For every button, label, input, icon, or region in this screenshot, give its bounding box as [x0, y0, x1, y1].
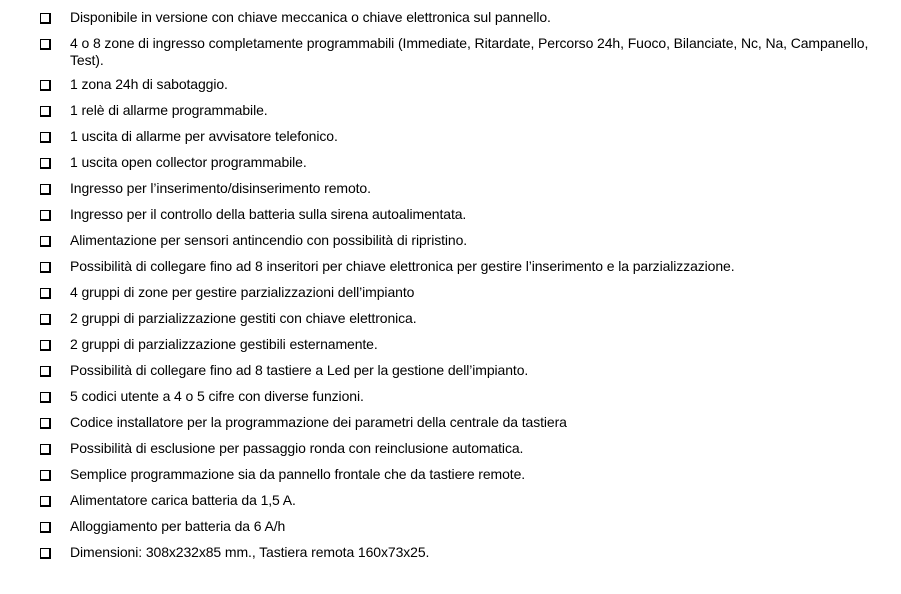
list-item — [40, 9, 880, 26]
list-item — [40, 440, 880, 457]
checkbox-bullet-icon — [40, 210, 51, 221]
checkbox-bullet-icon — [40, 80, 51, 91]
feature-text: Possibilità di esclusione per passaggio ronda con reinclusione automatica. — [70, 440, 524, 456]
list-item — [40, 180, 880, 197]
feature-text: 5 codici utente a 4 o 5 cifre con diverse funzioni. — [70, 388, 364, 404]
list-item — [40, 466, 880, 483]
feature-text: Alimentatore carica batteria da 1,5 A. — [70, 492, 296, 508]
feature-text: Possibilità di collegare fino ad 8 tastiere a Led per la gestione dell’impianto. — [70, 362, 529, 378]
checkbox-bullet-icon — [40, 262, 51, 273]
feature-text: 2 gruppi di parzializzazione gestiti con chiave elettronica. — [70, 310, 417, 326]
feature-text: Disponibile in versione con chiave meccanica o chiave elettronica sul pannello. — [70, 9, 551, 25]
checkbox-bullet-icon — [40, 158, 51, 169]
checkbox-bullet-icon — [40, 496, 51, 507]
feature-text: Alloggiamento per batteria da 6 A/h — [70, 518, 286, 534]
checkbox-bullet-icon — [40, 444, 51, 455]
feature-text: 1 uscita di allarme per avvisatore telefonico. — [70, 128, 338, 144]
checkbox-bullet-icon — [40, 288, 51, 299]
list-item — [40, 310, 880, 327]
feature-text: Semplice programmazione sia da pannello frontale che da tastiere remote. — [70, 466, 526, 482]
list-item — [40, 35, 880, 69]
list-item — [40, 128, 880, 145]
checkbox-bullet-icon — [40, 236, 51, 247]
checkbox-bullet-icon — [40, 340, 51, 351]
checkbox-bullet-icon — [40, 392, 51, 403]
list-item — [40, 544, 880, 561]
list-item — [40, 232, 880, 249]
checkbox-bullet-icon — [40, 418, 51, 429]
checkbox-bullet-icon — [40, 184, 51, 195]
checkbox-bullet-icon — [40, 106, 51, 117]
checkbox-bullet-icon — [40, 39, 51, 50]
checkbox-bullet-icon — [40, 470, 51, 481]
feature-text: 4 o 8 zone di ingresso completamente programmabili (Immediate, Ritardate, Percorso 24h, Fuoco, Bilanciate, Nc, Na, Campanello, Test). — [70, 35, 869, 68]
list-item — [40, 206, 880, 223]
feature-text: Codice installatore per la programmazione dei parametri della centrale da tastiera — [70, 414, 567, 430]
feature-text: 4 gruppi di zone per gestire parzializzazioni dell’impianto — [70, 284, 415, 300]
checkbox-bullet-icon — [40, 13, 51, 24]
feature-text: 2 gruppi di parzializzazione gestibili esternamente. — [70, 336, 378, 352]
feature-text: Ingresso per il controllo della batteria sulla sirena autoalimentata. — [70, 206, 467, 222]
checkbox-bullet-icon — [40, 132, 51, 143]
list-item — [40, 414, 880, 431]
list-item — [40, 102, 880, 119]
feature-text: Ingresso per l’inserimento/disinserimento remoto. — [70, 180, 371, 196]
list-item — [40, 284, 880, 301]
list-item — [40, 258, 880, 275]
feature-list — [40, 9, 880, 570]
list-item — [40, 154, 880, 171]
list-item — [40, 362, 880, 379]
checkbox-bullet-icon — [40, 522, 51, 533]
feature-text: 1 zona 24h di sabotaggio. — [70, 76, 228, 92]
feature-text: Alimentazione per sensori antincendio con possibilità di ripristino. — [70, 232, 468, 248]
feature-text: Dimensioni: 308x232x85 mm., Tastiera remota 160x73x25. — [70, 544, 430, 560]
list-item — [40, 518, 880, 535]
feature-text: Possibilità di collegare fino ad 8 inseritori per chiave elettronica per gestire l’inserimento e la parzializzazione. — [70, 258, 735, 274]
list-item — [40, 388, 880, 405]
list-item — [40, 492, 880, 509]
list-item — [40, 76, 880, 93]
feature-text: 1 uscita open collector programmabile. — [70, 154, 307, 170]
checkbox-bullet-icon — [40, 366, 51, 377]
feature-text: 1 relè di allarme programmabile. — [70, 102, 268, 118]
list-item — [40, 336, 880, 353]
checkbox-bullet-icon — [40, 548, 51, 559]
checkbox-bullet-icon — [40, 314, 51, 325]
